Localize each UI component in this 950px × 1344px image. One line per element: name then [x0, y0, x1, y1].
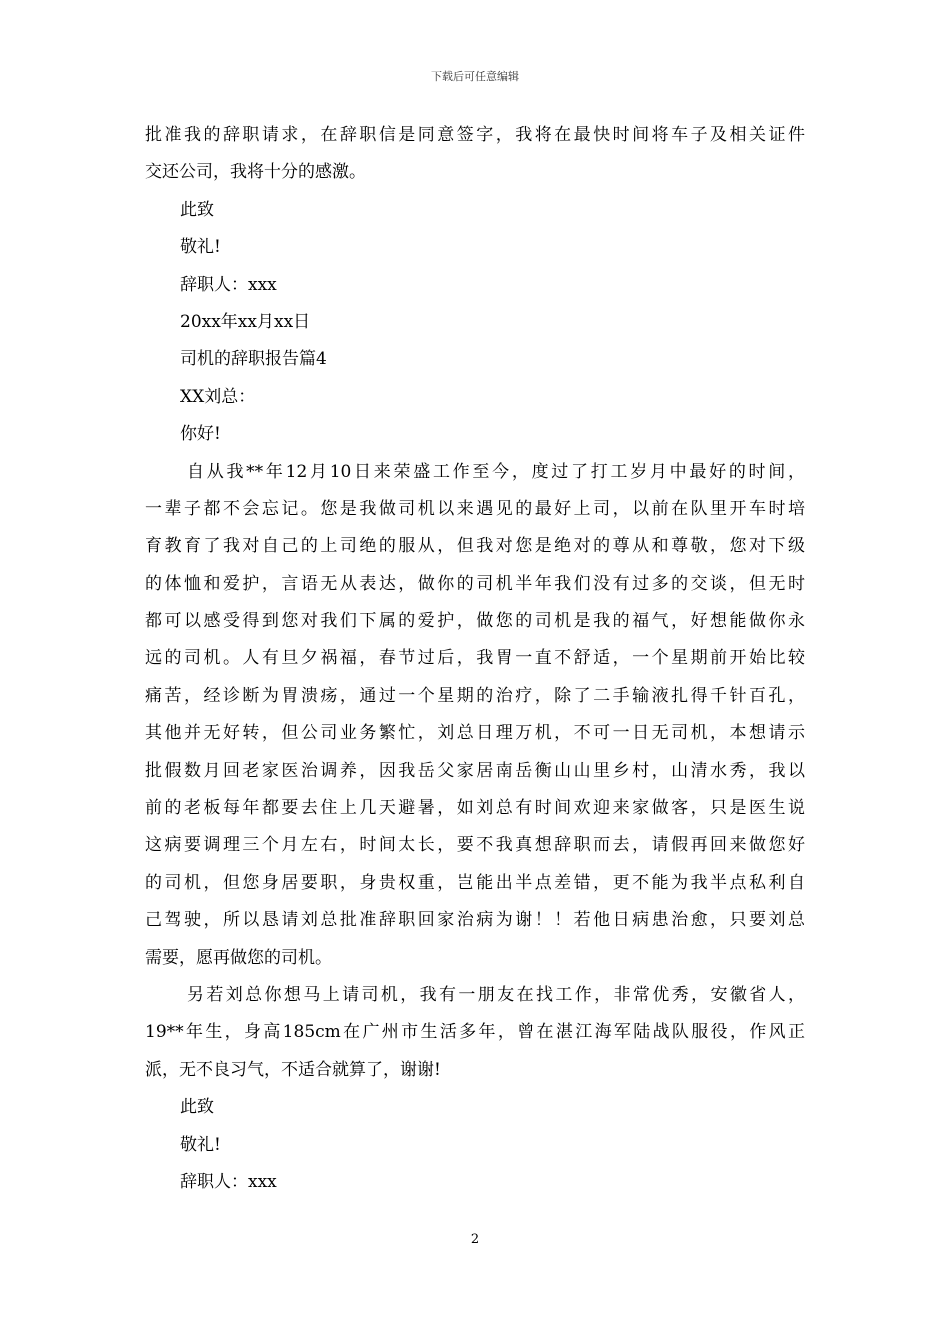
paragraph-line: 另若刘总你想马上请司机，我有一朋友在找工作，非常优秀，安徽省人，: [187, 984, 805, 1005]
paragraph-line: 批假数月回老家医治调养，因我岳父家居南岳衡山山里乡村，山清水秀，我以: [145, 760, 805, 781]
text-line: 批准我的辞职请求，在辞职信是同意签字，我将在最快时间将车子及相关证件: [145, 125, 805, 145]
page-header: 下载后可任意编辑: [431, 70, 519, 83]
paragraph-line: 远的司机。人有旦夕祸福，春节过后，我胃一直不舒适，一个星期前开始比较: [145, 648, 805, 669]
paragraph-line: 的司机，但您身居要职，身贵权重，岂能出半点差错，更不能为我半点私利自: [145, 872, 805, 893]
signature-line: 辞职人：xxx: [180, 274, 277, 295]
paragraph-line: 需要，愿再做您的司机。: [145, 947, 332, 968]
paragraph-line: 19**年生，身高185cm在广州市生活多年，曾在湛江海军陆战队服役，作风正: [145, 1022, 805, 1043]
paragraph-line: 的体恤和爱护，言语无从表达，做你的司机半年我们没有过多的交谈，但无时: [145, 573, 805, 594]
paragraph-line: 都可以感受得到您对我们下属的爱护，做您的司机是我的福气，好想能做你永: [145, 611, 805, 632]
closing-salutation: 此致: [180, 199, 214, 220]
signature-line: 辞职人：xxx: [180, 1171, 277, 1192]
paragraph-line: 派，无不良习气，不适合就算了，谢谢!: [145, 1059, 441, 1080]
closing-salutation: 此致: [180, 1097, 214, 1118]
paragraph-line: 这病要调理三个月左右，时间太长，要不我真想辞职而去，请假再回来做您好: [145, 835, 805, 856]
closing-regards: 敬礼!: [180, 1134, 221, 1155]
paragraph-line: 一辈子都不会忘记。您是我做司机以来遇见的最好上司，以前在队里开车时培: [145, 498, 805, 519]
section-title: 司机的辞职报告篇4: [180, 349, 327, 370]
page-number: 2: [470, 1232, 480, 1247]
paragraph-line: 前的老板每年都要去住上几天避暑，如刘总有时间欢迎来家做客，只是医生说: [145, 798, 805, 819]
document-body: [145, 117, 805, 1201]
paragraph-line: 己驾驶，所以恳请刘总批准辞职回家治病为谢！！若他日病患治愈，只要刘总: [145, 910, 805, 931]
paragraph-line: 其他并无好转，但公司业务繁忙，刘总日理万机，不可一日无司机，本想请示: [145, 723, 805, 744]
recipient-line: XX刘总：: [180, 386, 256, 407]
paragraph-line: 自从我**年12月10日来荣盛工作至今，度过了打工岁月中最好的时间，: [187, 461, 805, 482]
paragraph-line: 痛苦，经诊断为胃溃疡，通过一个星期的治疗，除了二手输液扎得千针百孔，: [145, 685, 805, 706]
text-line: 交还公司，我将十分的感激。: [145, 162, 366, 183]
paragraph-line: 育教育了我对自己的上司绝的服从，但我对您是绝对的尊从和尊敬，您对下级: [145, 536, 805, 557]
greeting-line: 你好!: [180, 424, 221, 445]
closing-regards: 敬礼!: [180, 237, 221, 258]
date-line: 20xx年xx月xx日: [180, 311, 311, 332]
